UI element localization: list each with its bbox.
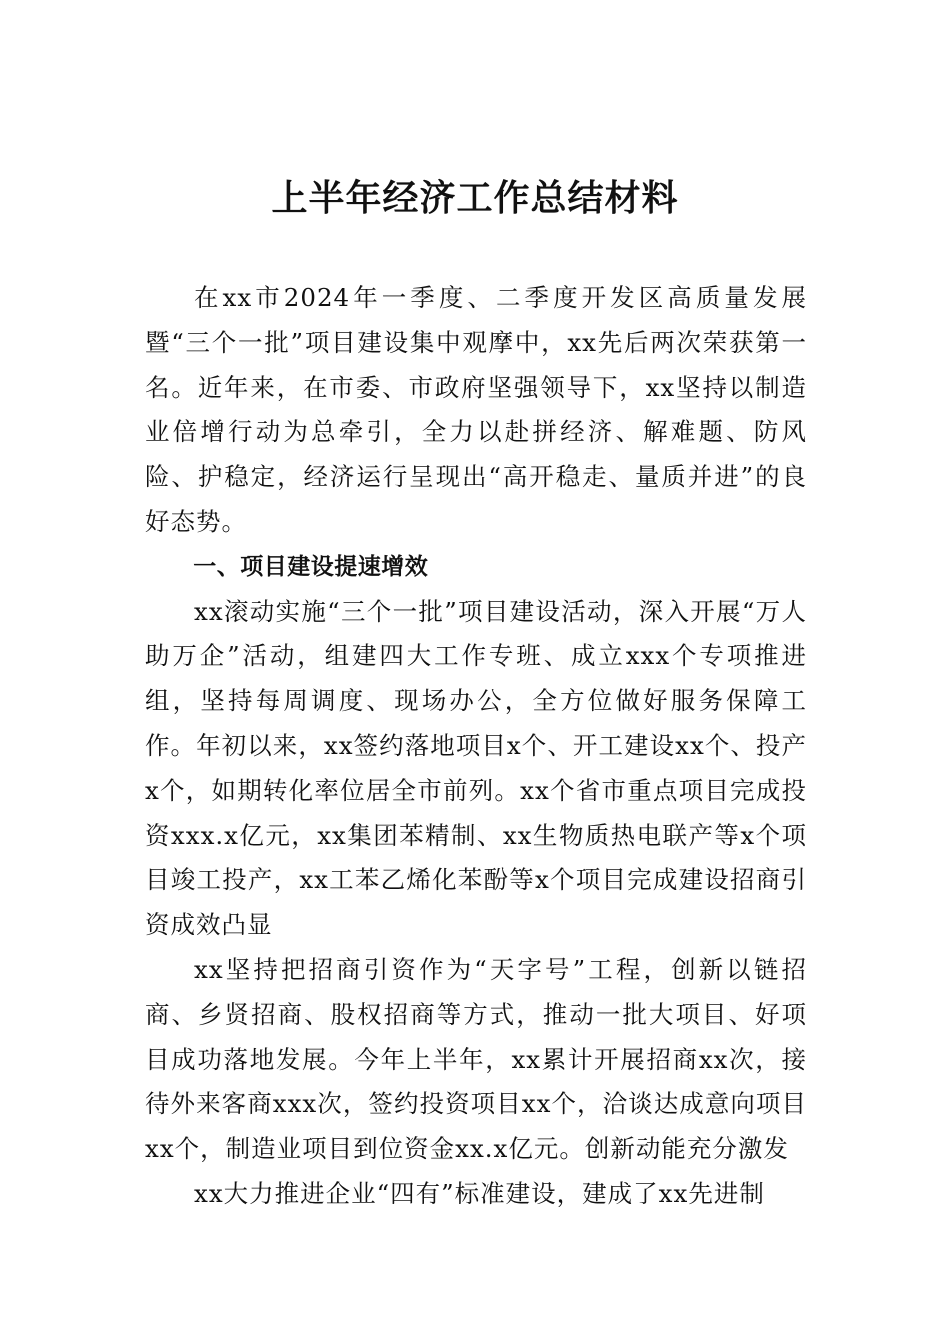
section-heading-project-construction: 一、项目建设提速增效: [193, 553, 429, 580]
paragraph-intro: 在xx市2024年一季度、二季度开发区高质量发展暨“三个一批”项目建设集中观摩中，xx先后两次荣获第一名。近年来，在市委、市政府坚强领导下，xx坚持以制造业倍增行动为总牵引，全力以赴拼经济、解难题、防风险、护稳定，经济运行呈现出“高开稳走、量质并进”的良好态势。: [145, 283, 807, 536]
document-title: 上半年经济工作总结材料: [271, 177, 679, 219]
paragraph-investment-attraction: xx坚持把招商引资作为“天字号”工程，创新以链招商、乡贤招商、股权招商等方式，推动一批大项目、好项目成功落地发展。今年上半年，xx累计开展招商xx次，接待外来客商xxx次，签约投资项目xx个，洽谈达成意向项目xx个，制造业项目到位资金xx.x亿元。创新动能充分激发: [145, 954, 807, 1164]
paragraph-enterprise-standards: xx大力推进企业“四有”标准建设，建成了xx先进制: [194, 1178, 765, 1208]
paragraph-project-construction: xx滚动实施“三个一批”项目建设活动，深入开展“万人助万企”活动，组建四大工作专班、成立xxx个专项推进组，坚持每周调度、现场办公，全方位做好服务保障工作。年初以来，xx签约落地项目x个、开工建设xx个、投产x个，如期转化率位居全市前列。xx个省市重点项目完成投资xxx.x亿元，xx集团苯精制、xx生物质热电联产等x个项目竣工投产，xx工苯乙烯化苯酚等x个项目完成建设招商引资成效凸显: [145, 596, 807, 940]
document-body: [145, 276, 807, 1217]
